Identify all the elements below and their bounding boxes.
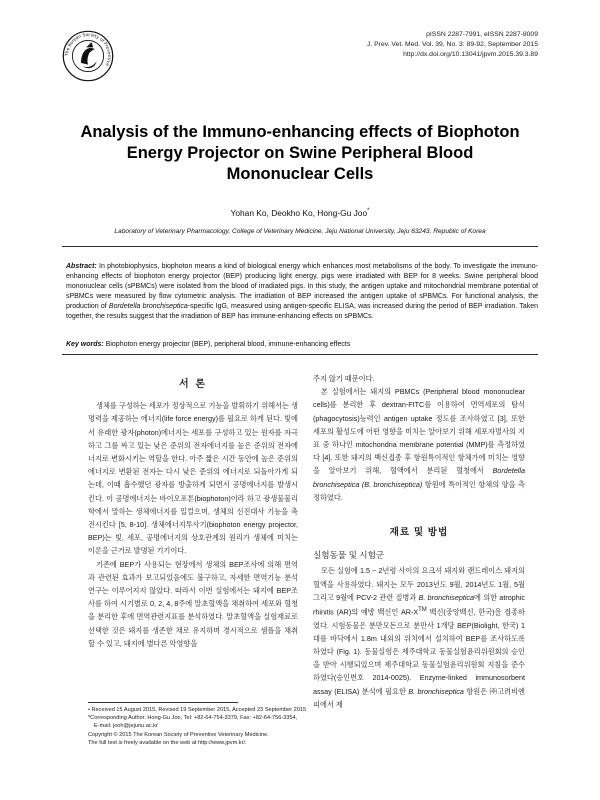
paragraph: 기존에 BEP가 사용되는 현장에서 생체의 BEP조사에 의해 면역과 관련된 효과가 보고되었음에도 불구하고, 자세한 면역기능 분석 연구는 이루어지지 않았다. 따라서 이번 실험에서는 돼지에 BEP조사를 하여 시기별로 0, 2, 4, 8주에 말초혈액을 채취하여 세포와 혈청을 분리한 후에 면역관련지표를 분석하였다. 말초혈액을 실험재료로 선택한 것은 돼지를 생존한 채로 유지하며 경시적으로 샘플을 채취할 수 있고, 돼지에 별다른 악영향을 [88,559,298,648]
footnote-url[interactable]: The full text is freely available on the web at http://www.jpvm.kr/. [88,739,247,746]
title-line-3: Mononuclear Cells [226,165,374,183]
keywords-label: Key words: [66,341,104,348]
paragraph-text: 본 실험에서는 돼지의 PBMCs (Peripheral blood mononuclear cells)를 분리한 후 dextran-FITC를 이용하여 면역세포의 탐식(phagocytosis)능력인 antigen uptake 정도를 조사하였고 [3], 또한 세포의 활성도에 어떤 영향을 미치는 알아보기 위해 세포자멸사의 지표 중 하나인 mitochondria membrane potential (MMP)를 측정하였다 [4]. 또한 돼지의 백신접종 후 항원특이적인 항체가에 미치는 영향을 알아보기 위해, 혈액에서 분리된 혈청에서 [313,387,525,476]
subsection-heading: 실험동물 및 시험군 [313,550,385,561]
paragraph-italic: B. bronchiseptica [408,686,464,696]
paragraph [313,385,525,504]
society-seal-icon [62,30,114,82]
journal-header [367,30,538,59]
footnote-email[interactable]: E-mail: jooh@jejunu.ac.kr [94,723,158,730]
citation-line: J. Prev. Vet. Med. Vol. 39, No. 3: 89-92, September 2015 [366,40,538,48]
abstract-text-1: In photobiophysics, biophoton means a kind of biological energy which enhances most metabolisms of the body. To investigate the immuno-enhancing effects of biophoton energy projector (BEP) producing light energy, pigs were irradiated with BEP for 8 weeks. Swine peripheral blood mononuclear cells (sPBMCs) were isolated from the blood of irradiated pigs. In this study, the antigen uptake and mitochondrial membrane potential of sPBMCs were measured by flow cytometric analysis. The irradiation of BEP increased the antigen uptake of sPBMCs. For functional analysis, the production of [66,263,538,310]
paragraph-text: 항원은 ㈜고려비엔피에서 제 [313,686,525,709]
corresponding-mark: * [367,208,370,215]
author-list [0,208,600,218]
issn-line: pISSN 2287-7991, eISSN 2287-8009 [426,31,538,38]
right-column [313,372,525,711]
footnote-dates: • Received 15 August 2015, Revised 19 September 2015, Accepted 23 September 2015 [88,707,307,713]
paper-title [70,122,530,185]
paragraph-text: 에 의한 atrophic rhinitis (AR)의 예방 백신인 AR-X [313,592,525,617]
left-column [88,372,298,650]
affiliation: Laboratory of Veterinary Pharmacology, College of Veterinary Medicine, Jeju National University, Jeju 63243, Republic of Korea [114,228,486,235]
footnote-copyright: Copyright © 2015 The Korean Society of Preventive Veterinary Medicine. [88,731,269,738]
footnote-corresponding: *Corresponding Author. Hong-Gu Joo, Tel: +82-64-754-3379, Fax: +82-64-756-3354, [88,715,298,722]
author-names: Yohan Ko, Deokho Ko, Hong-Gu Joo [230,208,368,218]
trademark-mark: TM [418,607,427,614]
section-heading-introduction: 서 론 [178,379,208,390]
paragraph-text: 모든 실험에 1.5 ~ 2년령 사이의 요크셔 돼지와 랜드레이스 돼지의 혈액을 사용하였다. 돼지는 모두 2013년도 9월, 2014년도 1월, 5월 그리고 9월에 PCV-2 관련 질병과 [313,566,525,602]
abstract-text-2: -specific IgG, measured using antigen-specific ELISA, was increased during the period of BEP irradiation. Taken together, the results suggest that the irradiation of BEP has immune-enhancing effects on sPBMCs. [66,302,538,320]
footnotes [88,706,307,747]
paragraph-text: 항원에 특이적인 항체의 양을 측정하였다. [313,479,526,502]
abstract [66,262,538,321]
keywords [66,341,538,348]
keywords-text: Biophoton energy projector (BEP), peripheral blood, immune-enhancing effects [103,341,351,348]
title-line-2: Energy Projector on Swine Peripheral Blood [126,144,474,162]
paragraph: 주지 않기 때문이다. [313,374,375,383]
paragraph-italic: B. bronchiseptica [418,592,475,602]
doi-link[interactable]: http://dx.doi.org/10.13041/jpvm.2015.39.3.89 [403,50,538,58]
divider [62,354,538,355]
divider [62,246,538,247]
abstract-italic: Bordetella bronchiseptica [108,302,188,310]
section-heading-methods: 재료 및 방법 [389,527,449,539]
paragraph [313,564,525,711]
footnote-divider [88,702,238,703]
logo-ring-text: The Korean Society of Preventive [65,33,111,67]
paragraph-text: 백신(중앙백신, 한국)을 접종하였다. 시험동물은 분만모돈으로 분만사 1개당 BEP(Biolight, 한국) 1대를 바닥에서 1.8m 내외의 위치에서 설치하여 BEP를 조사하도록 하였다 (Fig. 1). 동물실험은 제주대학교 동물실험윤리위원회의 승인을 받아 시행되었으며 제주대학교 동물실험윤리위원회 지침을 준수하였다(승인번호 2014-0025). Enzyme-linked immunosorbent assay (ELISA) 분석에 필요한 [313,607,525,696]
title-line-1: Analysis of the Immuno-enhancing effects of Biophoton [80,123,520,141]
abstract-label: Abstract: [66,263,97,270]
paragraph: 생체를 구성하는 세포가 정상적으로 기능을 발휘하기 위해서는 생명력을 제공하는 에너지(life force energy)를 필요로 하게 된다. 빛에서 유래한 광자(photon)에너지는 세포를 구성하고 있는 원자를 자극하고 그를 싸고 있는 낮은 준위의 전자에너지를 높은 준위의 전자에너지로 변화시키는 역할을 한다. 아주 짧은 시간 동안에 높은 준위의 에너지로 변환된 전자는 다시 낮은 준위의 에너지로 되돌아가게 되는데, 이때 흡수했던 광자를 방출하게 되면서 공명에너지를 발생시킨다. 이 공명에너지는 바이오포톤(biophoton)이라 하고 광생물물리학에서 말하는 생체에너지를 일컬으며, 생체의 신진대사 기능을 촉진시킨다 [5, 8-10]. 생체에너지투사기(biophoton energy projector, BEP)는 빛, 세포, 공명에너지의 상호관계의 원리가 생체에 미치는 이론을 근거로 발명된 기기이다. [88,401,298,556]
paragraph-italic: Bordetella bronchiseptica (B. bronchiseptica) [313,466,525,489]
